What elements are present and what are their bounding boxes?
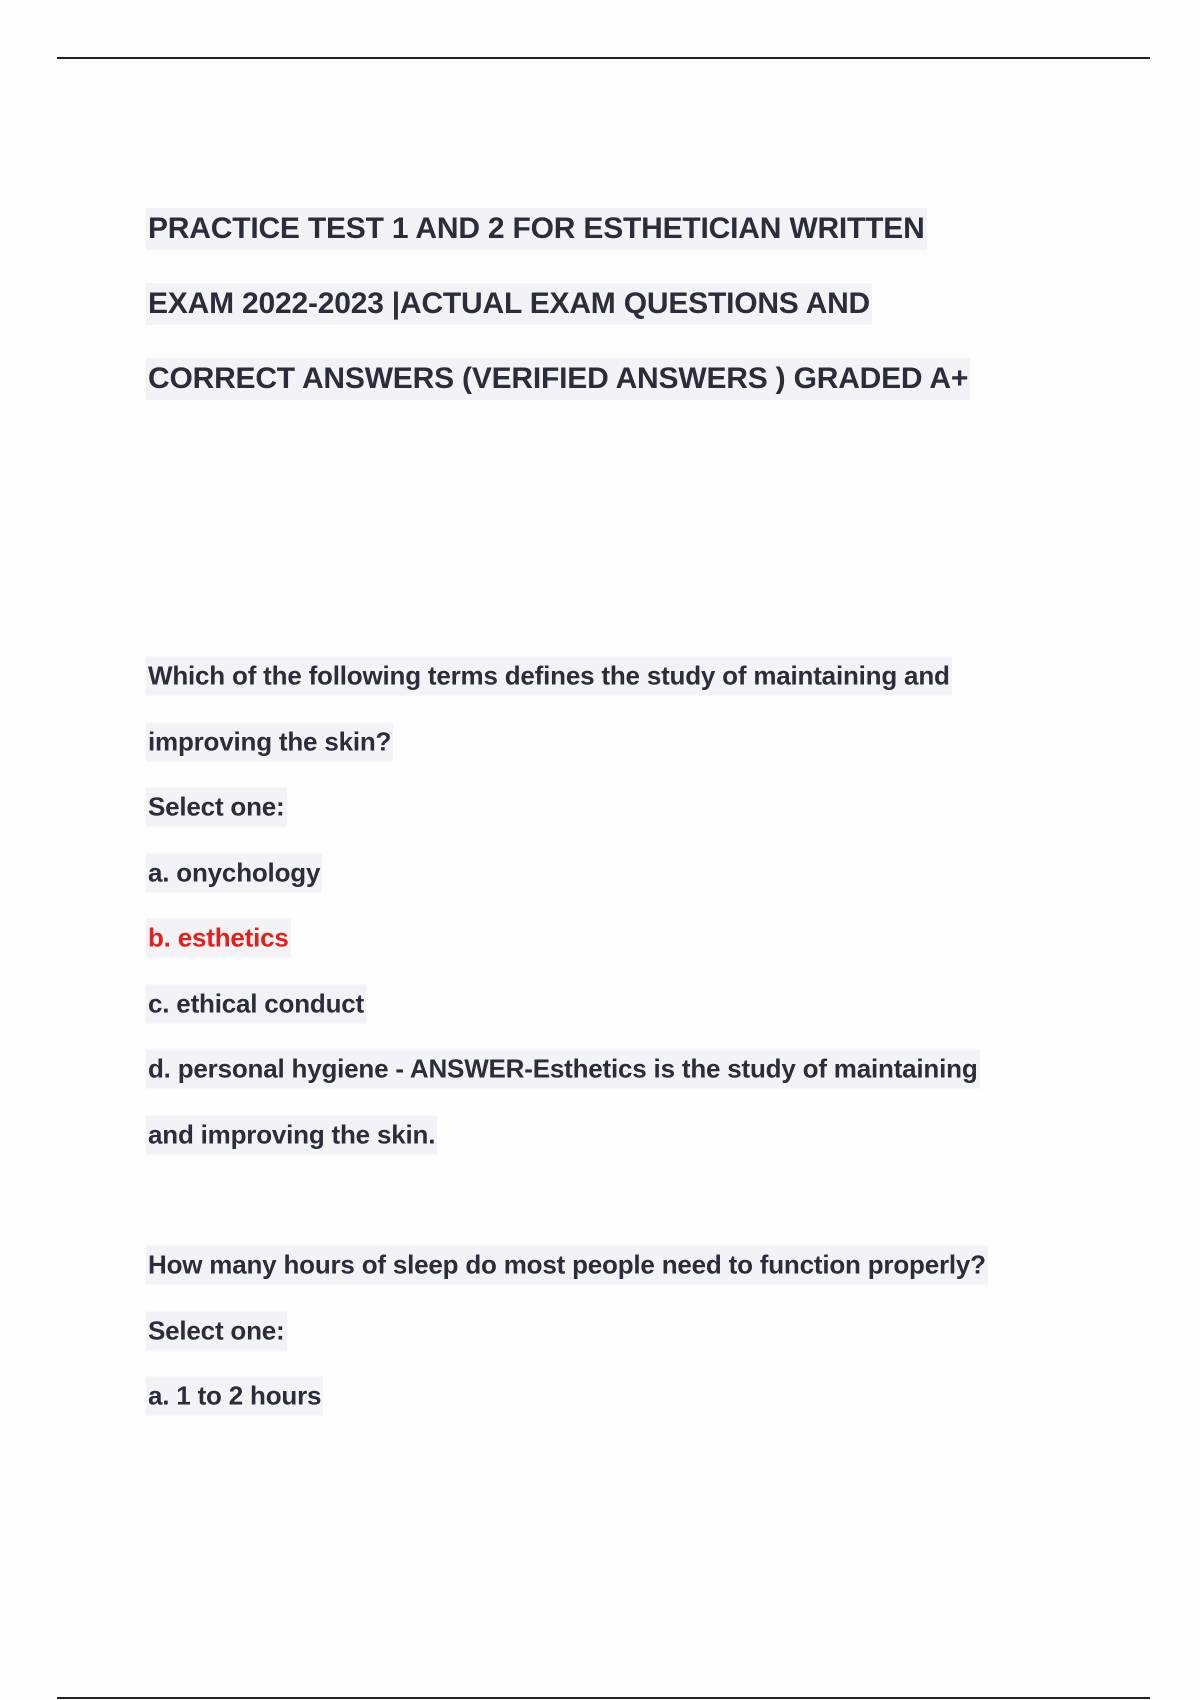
question-1-option-b-correct: b. esthetics (146, 919, 291, 958)
bottom-rule (57, 1697, 1150, 1699)
question-2-select-label: Select one: (146, 1312, 287, 1351)
title-line-3: CORRECT ANSWERS (VERIFIED ANSWERS ) GRADED A+ (146, 358, 970, 400)
question-1-option-d-answer: d. personal hygiene - ANSWER-Esthetics is the study of maintaining (146, 1050, 980, 1089)
question-1-option-a: a. onychology (146, 854, 322, 893)
question-1-line-1: Which of the following terms defines the study of maintaining and (146, 657, 952, 696)
top-rule (57, 57, 1150, 59)
title-line-1: PRACTICE TEST 1 AND 2 FOR ESTHETICIAN WRITTEN (146, 208, 927, 250)
question-1-select-label: Select one: (146, 788, 287, 827)
title-line-2: EXAM 2022-2023 |ACTUAL EXAM QUESTIONS AND (146, 283, 872, 325)
question-2-option-a: a. 1 to 2 hours (146, 1377, 323, 1416)
question-1-answer-line-2: and improving the skin. (146, 1116, 437, 1155)
question-1-line-2: improving the skin? (146, 723, 393, 762)
question-2-line-1: How many hours of sleep do most people need to function properly? (146, 1246, 988, 1285)
question-1-option-c: c. ethical conduct (146, 985, 366, 1024)
